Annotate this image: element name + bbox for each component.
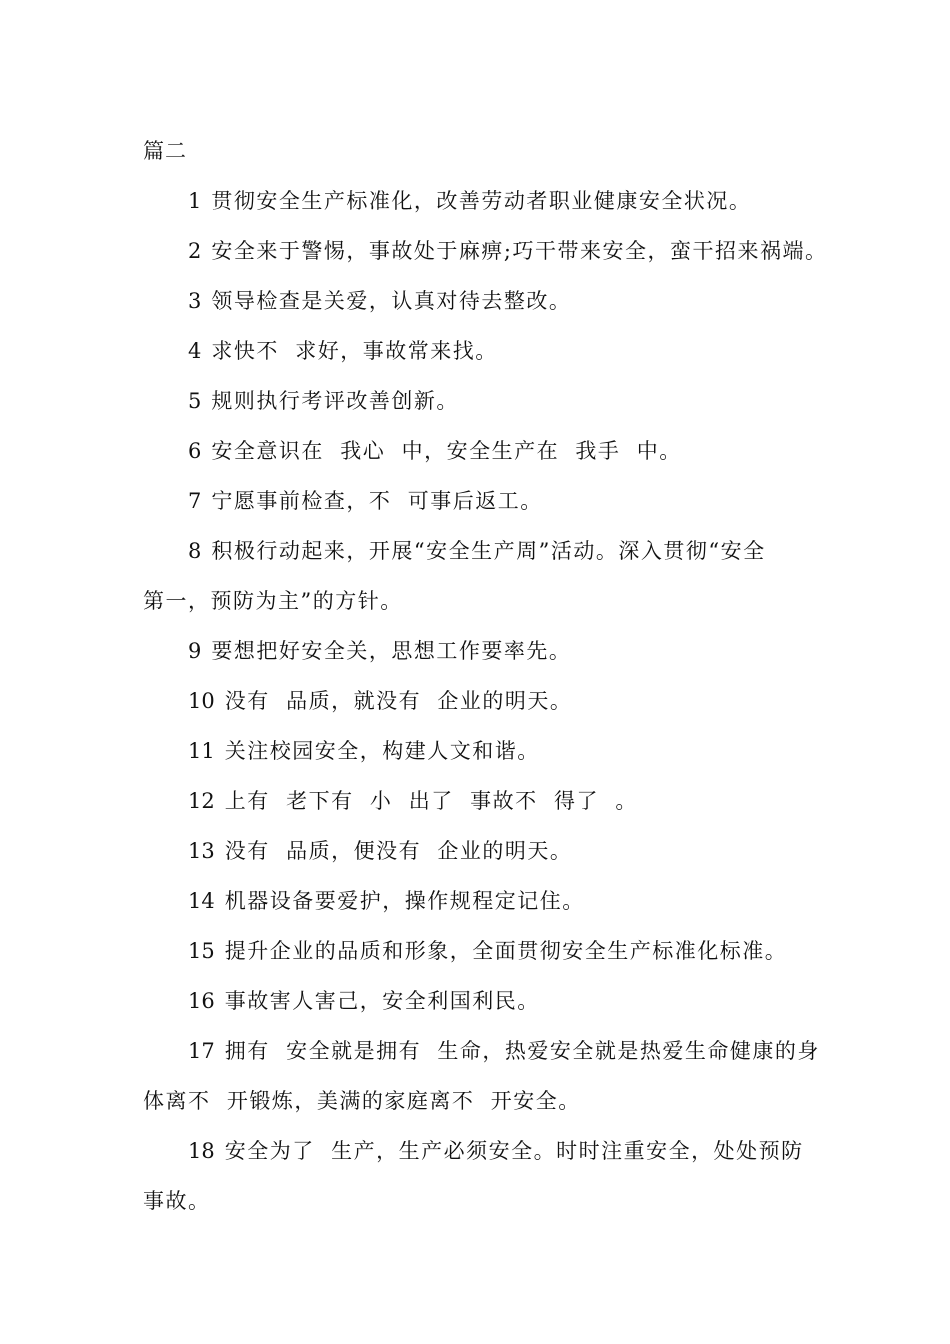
slogan-number: 4	[188, 339, 202, 363]
slogan-number: 17	[188, 1039, 215, 1063]
slogan-line	[188, 186, 751, 216]
slogan-number: 18	[188, 1139, 215, 1163]
slogan-number: 5	[188, 389, 202, 413]
slogan-text: 没有 品质，便没有 企业的明天。	[224, 839, 573, 863]
slogan-number: 11	[188, 739, 215, 763]
slogan-number: 16	[188, 989, 215, 1013]
slogan-text: 机器设备要爱护，操作规程定记住。	[224, 889, 585, 913]
slogan-continuation: 事故。	[143, 1189, 211, 1213]
slogan-number: 2	[188, 239, 202, 263]
slogan-text: 拥有 安全就是拥有 生命，热爱安全就是热爱生命健康的身	[224, 1039, 820, 1063]
slogan-number: 15	[188, 939, 215, 963]
slogan-line	[188, 1036, 820, 1066]
slogan-text: 提升企业的品质和形象，全面贯彻安全生产标准化标准。	[224, 939, 788, 963]
slogan-text: 事故害人害己，安全利国利民。	[224, 989, 540, 1013]
slogan-text: 积极行动起来，开展“安全生产周”活动。深入贯彻“安全	[211, 539, 766, 563]
slogan-line	[188, 336, 498, 366]
slogan-number: 10	[188, 689, 215, 713]
slogan-line	[188, 436, 682, 466]
slogan-line	[188, 936, 787, 966]
slogan-text: 规则执行考评改善创新。	[211, 389, 459, 413]
slogan-line	[188, 786, 638, 816]
slogan-continuation: 体离不 开锻炼，美满的家庭离不 开安全。	[143, 1089, 581, 1113]
slogan-line	[188, 386, 459, 416]
slogan-number: 13	[188, 839, 215, 863]
slogan-line	[188, 236, 827, 266]
slogan-text: 求快不 求好，事故常来找。	[211, 339, 498, 363]
slogan-text: 要想把好安全关，思想工作要率先。	[211, 639, 572, 663]
slogan-line	[188, 736, 540, 766]
slogan-line	[188, 886, 585, 916]
slogan-number: 3	[188, 289, 202, 313]
slogan-number: 6	[188, 439, 202, 463]
slogan-line	[188, 1136, 804, 1166]
slogan-number: 9	[188, 639, 202, 663]
slogan-number: 8	[188, 539, 202, 563]
slogan-continuation: 第一，预防为主”的方针。	[143, 589, 403, 613]
slogan-line	[188, 286, 571, 316]
slogan-text: 宁愿事前检查，不 可事后返工。	[211, 489, 543, 513]
slogan-text: 没有 品质，就没有 企业的明天。	[224, 689, 573, 713]
slogan-text: 领导检查是关爱，认真对待去整改。	[211, 289, 572, 313]
slogan-number: 1	[188, 189, 202, 213]
slogan-line	[188, 536, 766, 566]
slogan-number: 14	[188, 889, 215, 913]
slogan-line	[188, 486, 543, 516]
slogan-number: 7	[188, 489, 202, 513]
slogan-line	[188, 686, 572, 716]
slogan-line	[188, 636, 571, 666]
slogan-text: 安全意识在 我心 中，安全生产在 我手 中。	[211, 439, 682, 463]
slogan-text: 安全来于警惕，事故处于麻痹;巧干带来安全，蛮干招来祸端。	[211, 239, 828, 263]
slogan-number: 12	[188, 789, 215, 813]
slogan-line	[188, 836, 572, 866]
section-heading: 篇二	[143, 139, 187, 163]
slogan-text: 上有 老下有 小 出了 事故不 得了 。	[224, 789, 638, 813]
slogan-text: 贯彻安全生产标准化，改善劳动者职业健康安全状况。	[211, 189, 752, 213]
slogan-text: 关注校园安全，构建人文和谐。	[224, 739, 540, 763]
slogan-line	[188, 986, 540, 1016]
slogan-text: 安全为了 生产，生产必须安全。时时注重安全，处处预防	[224, 1139, 804, 1163]
